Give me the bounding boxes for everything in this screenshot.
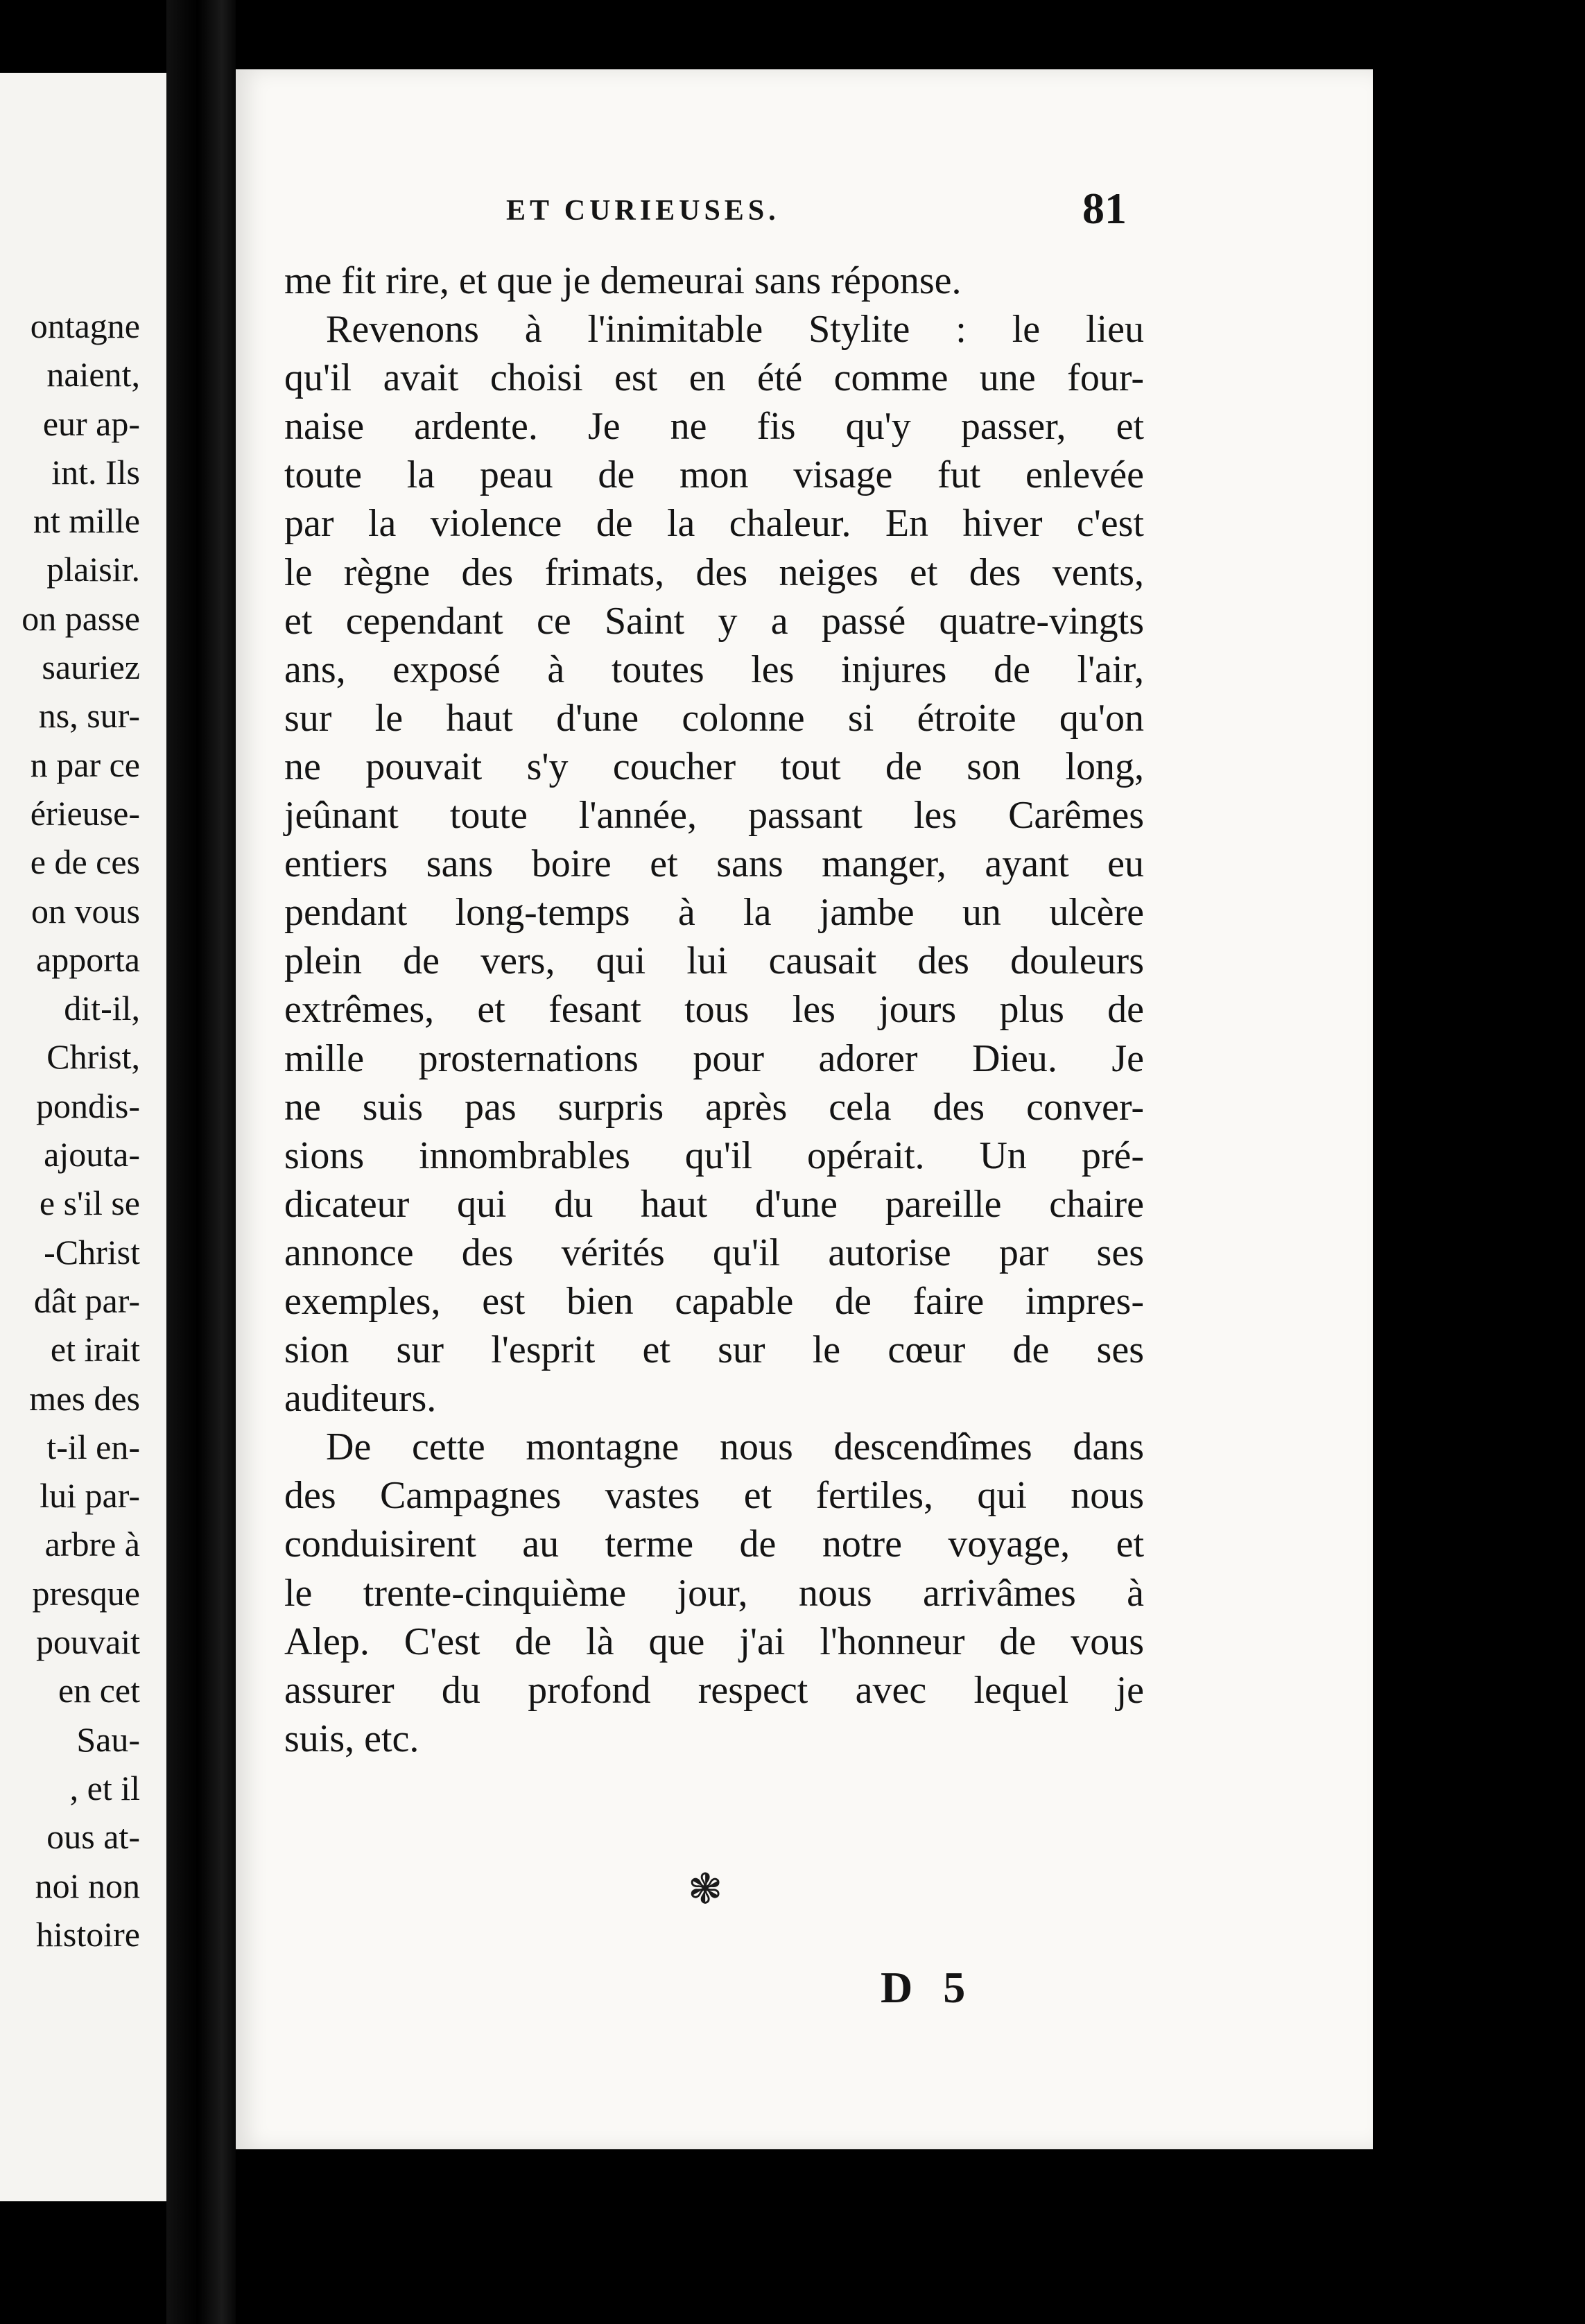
text-line: ne suis pas surpris après cela des conver- — [284, 1085, 1144, 1129]
flower-ornament-icon: ❃ — [688, 1865, 723, 1914]
paragraph — [284, 1423, 1144, 1763]
text-line: exemples, est bien capable de faire impres- — [284, 1279, 1144, 1323]
text-line: sur le haut d'une colonne si étroite qu'on — [284, 696, 1144, 740]
left-page-line: e s'il se — [39, 1183, 140, 1223]
left-page-text — [21, 302, 140, 1959]
left-page-line: on passe — [21, 598, 140, 638]
text-line: conduisirent au terme de notre voyage, et — [284, 1523, 1144, 1566]
text-line: plein de vers, qui lui causait des douleurs — [284, 939, 1144, 983]
left-page-line: dit-il, — [64, 989, 140, 1028]
left-page-line: ajouta- — [44, 1135, 140, 1174]
text-line: toute la peau de mon visage fut enlevée — [284, 453, 1144, 497]
left-page-line: -Christ — [44, 1232, 140, 1272]
left-page-line: eur ap- — [42, 404, 140, 443]
left-page-line: arbre à — [44, 1525, 140, 1564]
text-line: Alep. C'est de là que j'ai l'honneur de vous — [284, 1620, 1144, 1663]
text-line: dicateur qui du haut d'une pareille chaire — [284, 1182, 1144, 1226]
text-line: le règne des frimats, des neiges et des vents, — [284, 550, 1144, 594]
left-page-line: on vous — [31, 891, 140, 930]
left-page-line: e de ces — [30, 842, 140, 882]
left-page-line: nt mille — [33, 501, 140, 541]
left-page-line: mes des — [29, 1378, 140, 1418]
left-page-line: Sau- — [76, 1719, 140, 1759]
signature-mark: D 5 — [881, 1963, 976, 2012]
left-page-line: presque — [32, 1573, 140, 1613]
left-page-line: Christ, — [46, 1037, 140, 1077]
text-line: le trente-cinquième jour, nous arrivâmes à — [284, 1571, 1144, 1615]
left-page-line: noi non — [35, 1866, 140, 1905]
left-page-line: et irait — [50, 1330, 140, 1369]
paragraph — [284, 305, 1144, 1423]
text-line: mille prosternations pour adorer Dieu. Je — [284, 1037, 1144, 1080]
left-page-line: lui par- — [40, 1476, 140, 1516]
text-line: De cette montagne nous descendîmes dans — [326, 1425, 1144, 1469]
text-line: qu'il avait choisi est en été comme une four- — [284, 356, 1144, 400]
left-page-line: ontagne — [30, 306, 140, 345]
text-line: et cependant ce Saint y a passé quatre-vingts — [284, 599, 1144, 643]
left-page-line: n par ce — [30, 745, 140, 784]
left-page-fragment — [0, 73, 166, 2201]
text-line: entiers sans boire et sans manger, ayant eu — [284, 842, 1144, 886]
left-page-line: dât par- — [33, 1281, 140, 1320]
text-line: ans, exposé à toutes les injures de l'air, — [284, 648, 1144, 691]
text-line: Revenons à l'inimitable Stylite : le lieu — [326, 308, 1144, 352]
text-line: par la violence de la chaleur. En hiver c'est — [284, 502, 1144, 546]
page-header — [267, 184, 1141, 243]
text-line: ne pouvait s'y coucher tout de son long, — [284, 745, 1144, 788]
text-line: extrêmes, et fesant tous les jours plus de — [284, 988, 1144, 1032]
text-line: auditeurs. — [284, 1377, 437, 1421]
text-line: sion sur l'esprit et sur le cœur de ses — [284, 1328, 1144, 1372]
page-number: 81 — [1082, 184, 1127, 233]
text-line: suis, etc. — [284, 1717, 419, 1760]
text-line: jeûnant toute l'année, passant les Carêmes — [284, 794, 1144, 838]
left-page-line: apporta — [36, 939, 140, 979]
text-line: assurer du profond respect avec lequel je — [284, 1668, 1144, 1712]
text-line: naise ardente. Je ne fis qu'y passer, et — [284, 405, 1144, 449]
running-head: ET CURIEUSES. — [506, 195, 780, 227]
left-page-line: plaisir. — [46, 550, 140, 589]
left-page-line: pondis- — [36, 1086, 140, 1125]
text-line: me fit rire, et que je demeurai sans réponse. — [284, 259, 962, 302]
book-gutter — [166, 0, 236, 2324]
left-page-line: pouvait — [36, 1622, 140, 1662]
page-body — [284, 257, 1144, 1763]
left-page-line: érieuse- — [30, 793, 140, 833]
text-line: sions innombrables qu'il opérait. Un pré- — [284, 1134, 1144, 1177]
text-line: annonce des vérités qu'il autorise par ses — [284, 1231, 1144, 1274]
right-margin-dark — [1373, 0, 1585, 2324]
left-page-line: histoire — [36, 1914, 140, 1954]
left-page-line: sauriez — [42, 648, 140, 687]
left-page-line: ous at- — [46, 1817, 140, 1857]
left-page-line: , et il — [69, 1768, 140, 1807]
left-page-line: ns, sur- — [38, 696, 140, 736]
left-page-line: int. Ils — [51, 452, 140, 492]
paragraph — [284, 257, 1144, 305]
left-page-line: en cet — [58, 1671, 140, 1710]
text-line: des Campagnes vastes et fertiles, qui nous — [284, 1474, 1144, 1518]
left-page-line: t-il en- — [46, 1427, 140, 1466]
left-page-line: naient, — [46, 355, 140, 394]
text-line: pendant long-temps à la jambe un ulcère — [284, 891, 1144, 935]
